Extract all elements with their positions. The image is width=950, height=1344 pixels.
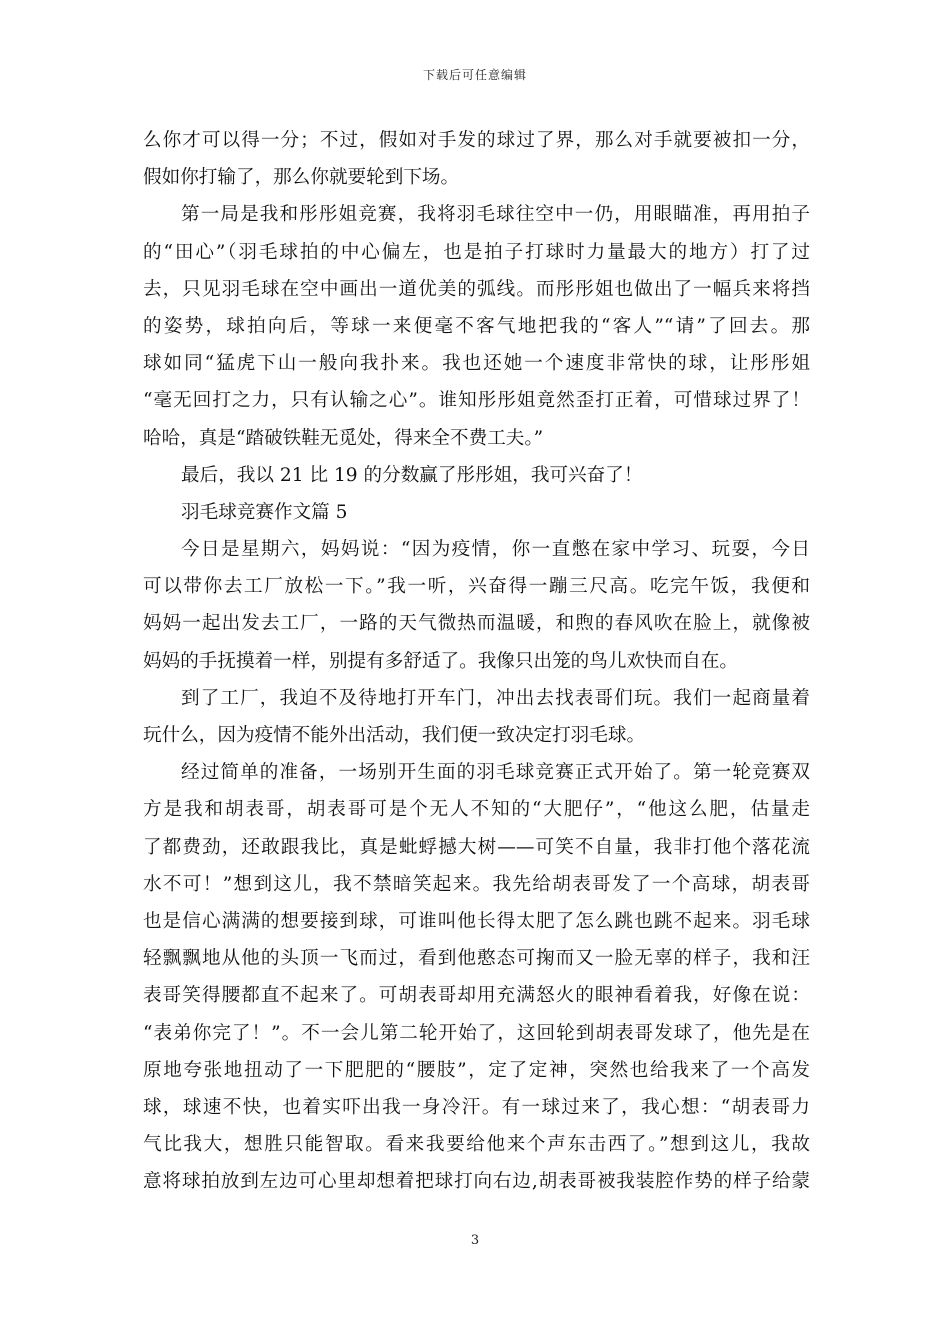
text-line: 表哥笑得腰都直不起来了。可胡表哥却用充满怒火的眼神看着我，好像在说： <box>143 985 810 1007</box>
text-line: “毫无回打之力，只有认输之心”。谁知彤彤姐竟然歪打正着，可惜球过界了！ <box>143 390 810 412</box>
text-line: 方是我和胡表哥，胡表哥可是个无人不知的“大肥仔”，“他这么肥，估量走 <box>143 799 810 821</box>
text-line: 最后，我以 21 比 19 的分数赢了彤彤姐，我可兴奋了！ <box>181 464 643 486</box>
text-line: 经过简单的准备，一场别开生面的羽毛球竞赛正式开始了。第一轮竞赛双 <box>181 762 810 784</box>
text-line: 球，球速不快，也着实吓出我一身冷汗。有一球过来了，我心想：“胡表哥力 <box>143 1096 810 1118</box>
text-line: 妈妈的手抚摸着一样，别提有多舒适了。我像只出笼的鸟儿欢快而自在。 <box>143 650 739 672</box>
text-line: 羽毛球竞赛作文篇 5 <box>181 501 348 523</box>
text-line: 今日是星期六，妈妈说：“因为疫情，你一直憋在家中学习、玩耍，今日 <box>181 539 810 561</box>
text-line: 第一局是我和彤彤姐竞赛，我将羽毛球往空中一仍，用眼瞄准，再用拍子 <box>181 204 810 226</box>
text-line: 的姿势，球拍向后，等球一来便毫不客气地把我的“客人”“请”了回去。那 <box>143 315 810 337</box>
text-line: 的“田心”（羽毛球拍的中心偏左，也是拍子打球时力量最大的地方）打了过 <box>143 241 810 263</box>
text-line: 气比我大，想胜只能智取。看来我要给他来个声东击西了。”想到这儿，我故 <box>143 1134 810 1156</box>
document-body <box>143 122 810 1200</box>
text-line: 水不可！”想到这儿，我不禁暗笑起来。我先给胡表哥发了一个高球，胡表哥 <box>143 873 810 895</box>
text-line: 球如同“猛虎下山一般向我扑来。我也还她一个速度非常快的球，让彤彤姐 <box>143 353 810 375</box>
text-line: 假如你打输了，那么你就要轮到下场。 <box>143 167 460 189</box>
text-line: 了都费劲，还敢跟我比，真是蚍蜉撼大树——可笑不自量，我非打他个落花流 <box>143 836 810 858</box>
text-line: 可以带你去工厂放松一下。”我一听，兴奋得一蹦三尺高。吃完午饭，我便和 <box>143 576 810 598</box>
text-line: 么你才可以得一分；不过，假如对手发的球过了界，那么对手就要被扣一分， <box>143 130 810 151</box>
page-number: 3 <box>470 1233 480 1248</box>
text-line: 哈哈，真是“踏破铁鞋无觅处，得来全不费工夫。” <box>143 427 544 449</box>
page-header: 下载后可任意编辑 <box>422 68 527 82</box>
text-line: 妈妈一起出发去工厂，一路的天气微热而温暖，和煦的春风吹在脸上，就像被 <box>143 613 810 635</box>
text-line: 也是信心满满的想要接到球，可谁叫他长得太肥了怎么跳也跳不起来。羽毛球 <box>143 910 810 932</box>
text-line: 轻飘飘地从他的头顶一飞而过，看到他憨态可掬而又一脸无辜的样子，我和汪 <box>143 948 810 970</box>
text-line: 意将球拍放到左边可心里却想着把球打向右边,胡表哥被我装腔作势的样子给蒙 <box>143 1171 810 1193</box>
text-line: 原地夸张地扭动了一下肥肥的“腰肢”，定了定神，突然也给我来了一个高发 <box>143 1059 810 1081</box>
text-line: 到了工厂，我迫不及待地打开车门，冲出去找表哥们玩。我们一起商量着 <box>181 687 810 709</box>
text-line: 去，只见羽毛球在空中画出一道优美的弧线。而彤彤姐也做出了一幅兵来将挡 <box>143 278 810 300</box>
text-line: “表弟你完了！”。不一会儿第二轮开始了，这回轮到胡表哥发球了，他先是在 <box>143 1022 810 1044</box>
text-line: 玩什么，因为疫情不能外出活动，我们便一致决定打羽毛球。 <box>143 725 646 746</box>
